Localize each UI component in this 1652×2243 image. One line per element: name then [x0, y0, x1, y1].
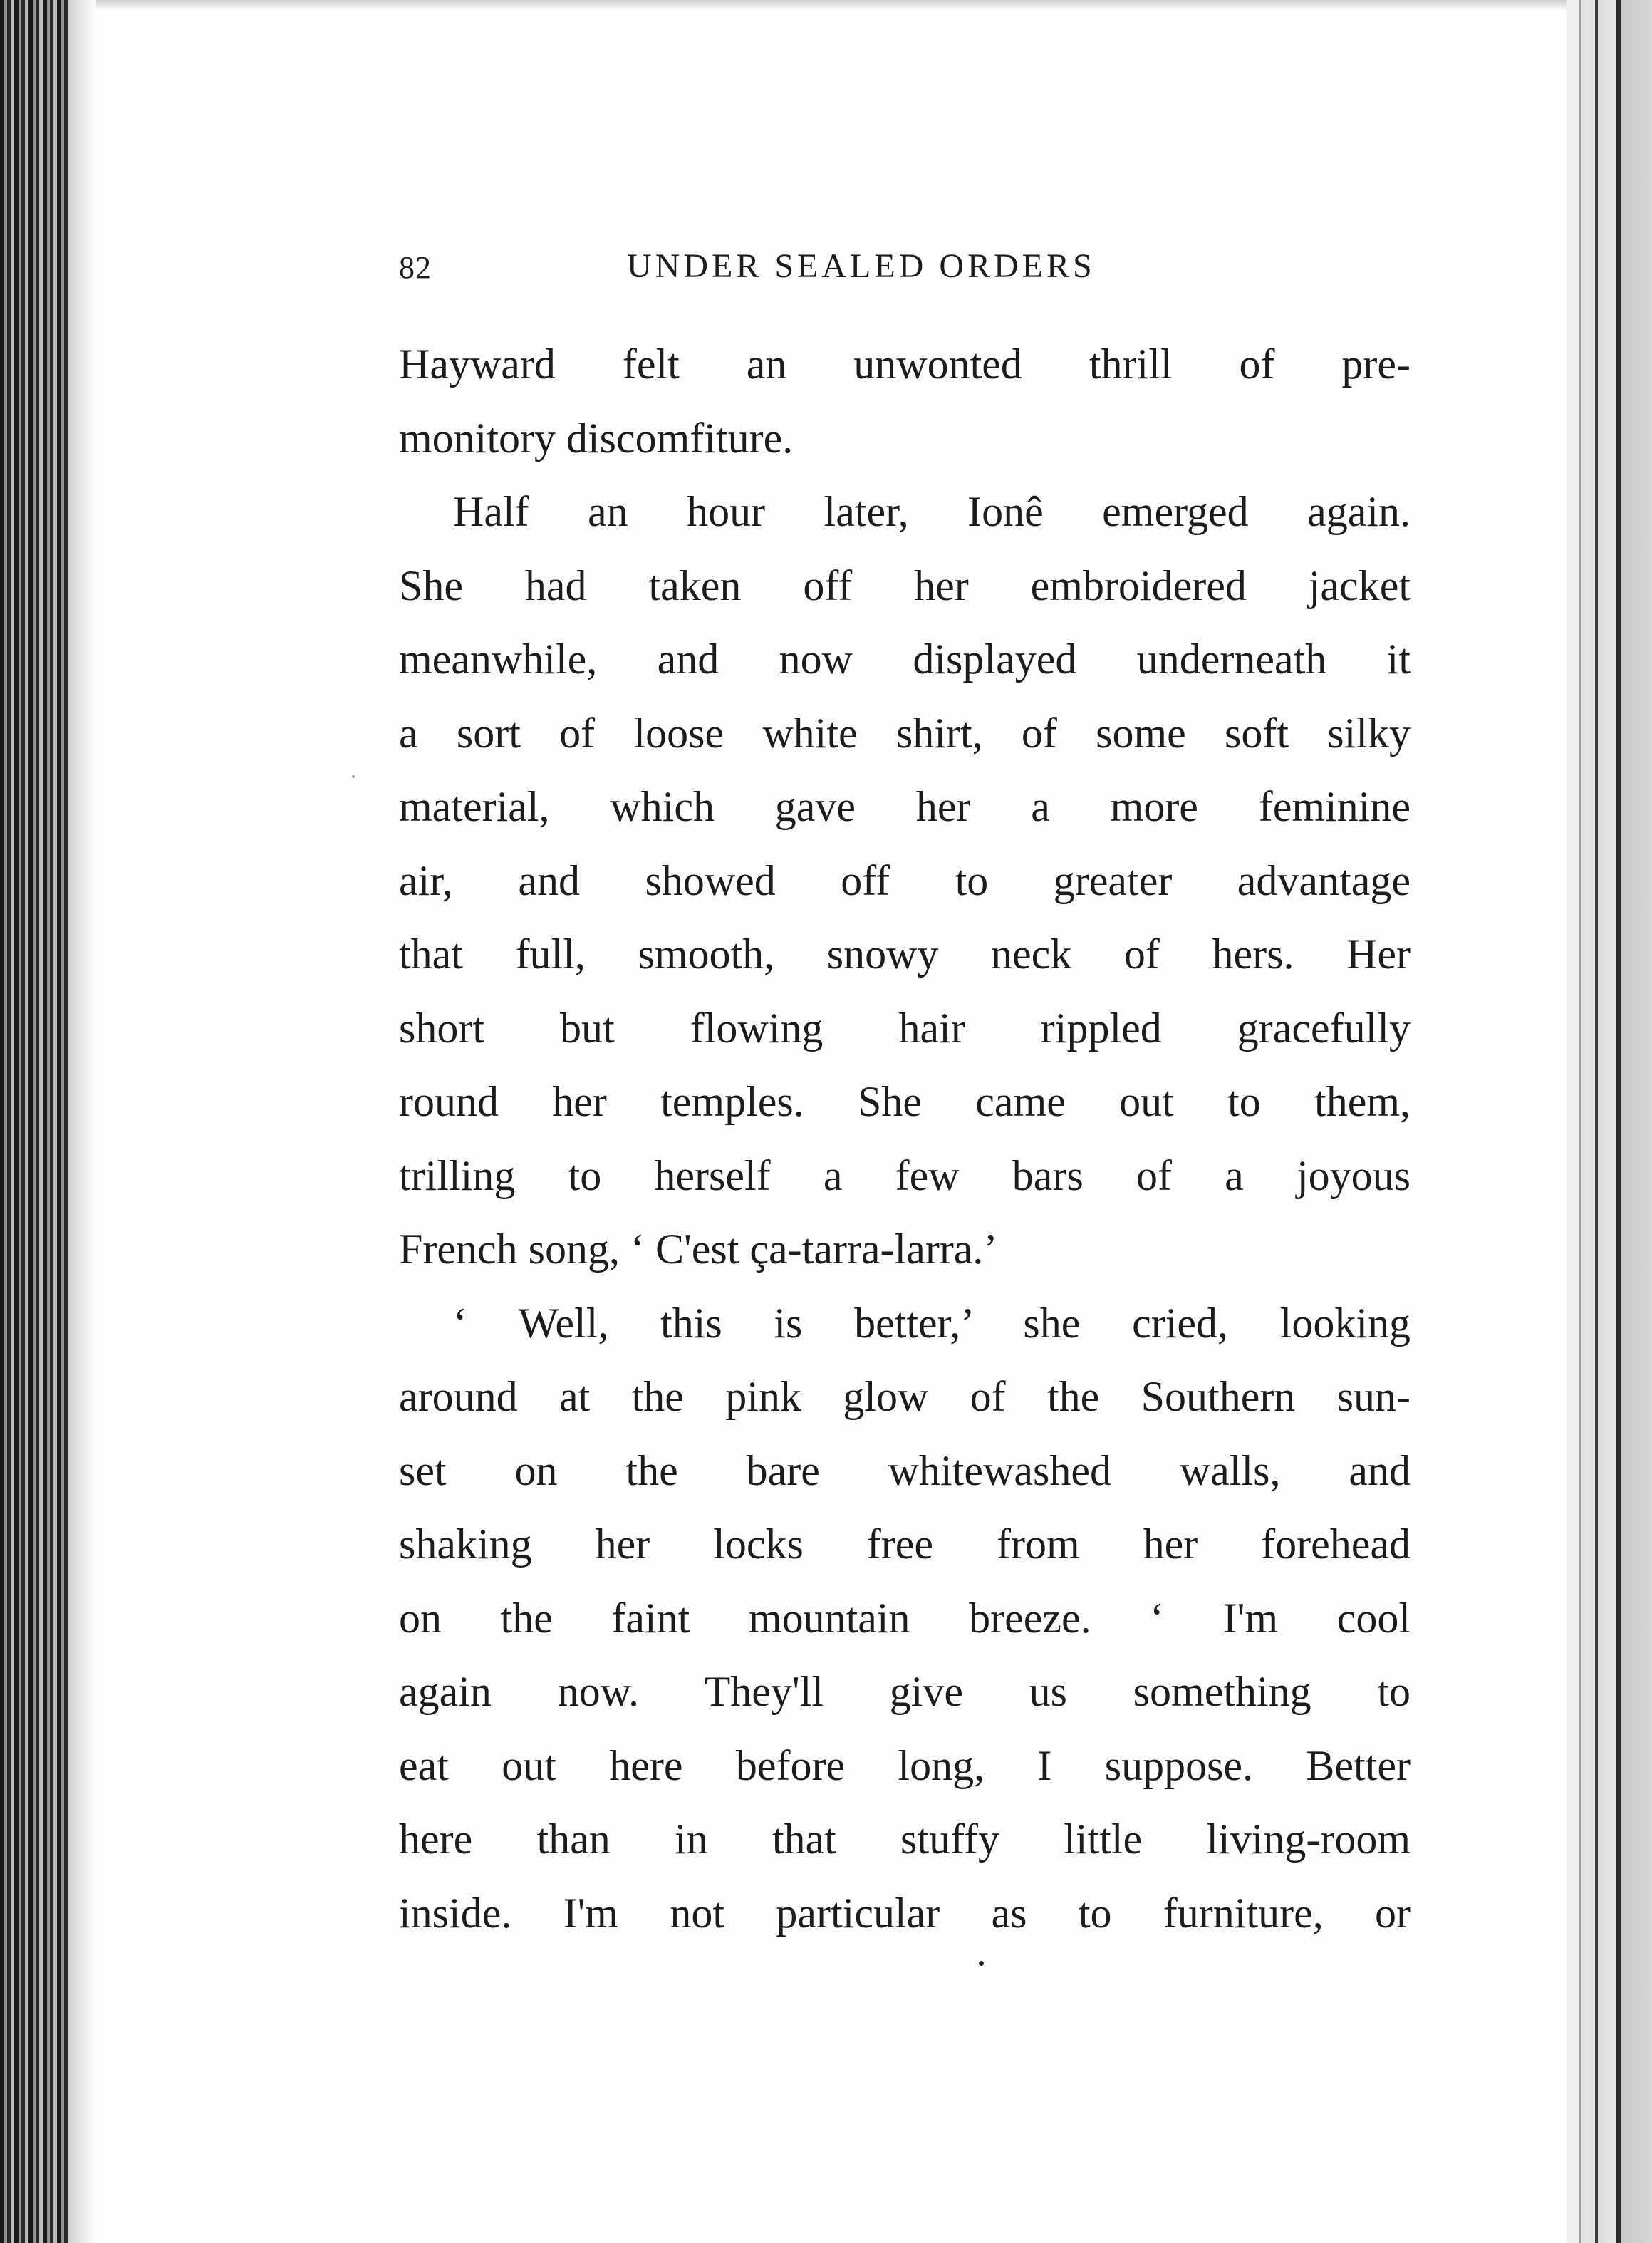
text-line: meanwhile, and now displayed underneath it: [399, 636, 1411, 683]
text-line: on the faint mountain breeze. ‘ I'm cool: [399, 1594, 1411, 1642]
text-line: air, and showed off to greater advantage: [399, 856, 1411, 904]
text-line: that full, smooth, snowy neck of hers. Her: [399, 931, 1411, 978]
text-line: round her temples. She came out to them,: [399, 1078, 1411, 1125]
text-line: inside. I'm not particular as to furniture, or: [399, 1889, 1411, 1937]
running-title: UNDER SEALED ORDERS: [627, 247, 1096, 285]
text-line: ‘ Well, this is better,’ she cried, looking: [453, 1299, 1411, 1347]
text-line: trilling to herself a few bars of a joyous: [399, 1151, 1411, 1199]
scan-speck: [352, 775, 355, 778]
ink-dot: [979, 1961, 984, 1966]
text-line: She had taken off her embroidered jacket: [399, 561, 1411, 609]
text-line: set on the bare whitewashed walls, and: [399, 1446, 1411, 1494]
text-line: short but flowing hair rippled gracefully: [399, 1004, 1411, 1052]
book-page: [399, 242, 1411, 1950]
text-line: monitory discomfiture.: [399, 414, 794, 462]
right-page-edges: [1567, 0, 1652, 2243]
text-line: Half an hour later, Ionê emerged again.: [453, 488, 1411, 535]
body-text: [399, 328, 1411, 1950]
left-page-edges: [0, 0, 96, 2243]
text-line: material, which gave her a more feminine: [399, 783, 1411, 830]
text-line: here than in that stuffy little living-room: [399, 1815, 1411, 1863]
text-line: French song, ‘ C'est ça-tarra-larra.’: [399, 1226, 998, 1273]
text-line: around at the pink glow of the Southern sun-: [399, 1373, 1411, 1420]
running-head: [399, 242, 1411, 299]
page-number: 82: [399, 250, 432, 285]
text-line: shaking her locks free from her forehead: [399, 1521, 1411, 1568]
top-page-edge: [96, 0, 1567, 10]
text-line: a sort of loose white shirt, of some soft silky: [399, 709, 1411, 757]
text-line: again now. They'll give us something to: [399, 1668, 1411, 1715]
text-line: Hayward felt an unwonted thrill of pre-: [399, 341, 1411, 388]
text-line: eat out here before long, I suppose. Better: [399, 1741, 1411, 1789]
